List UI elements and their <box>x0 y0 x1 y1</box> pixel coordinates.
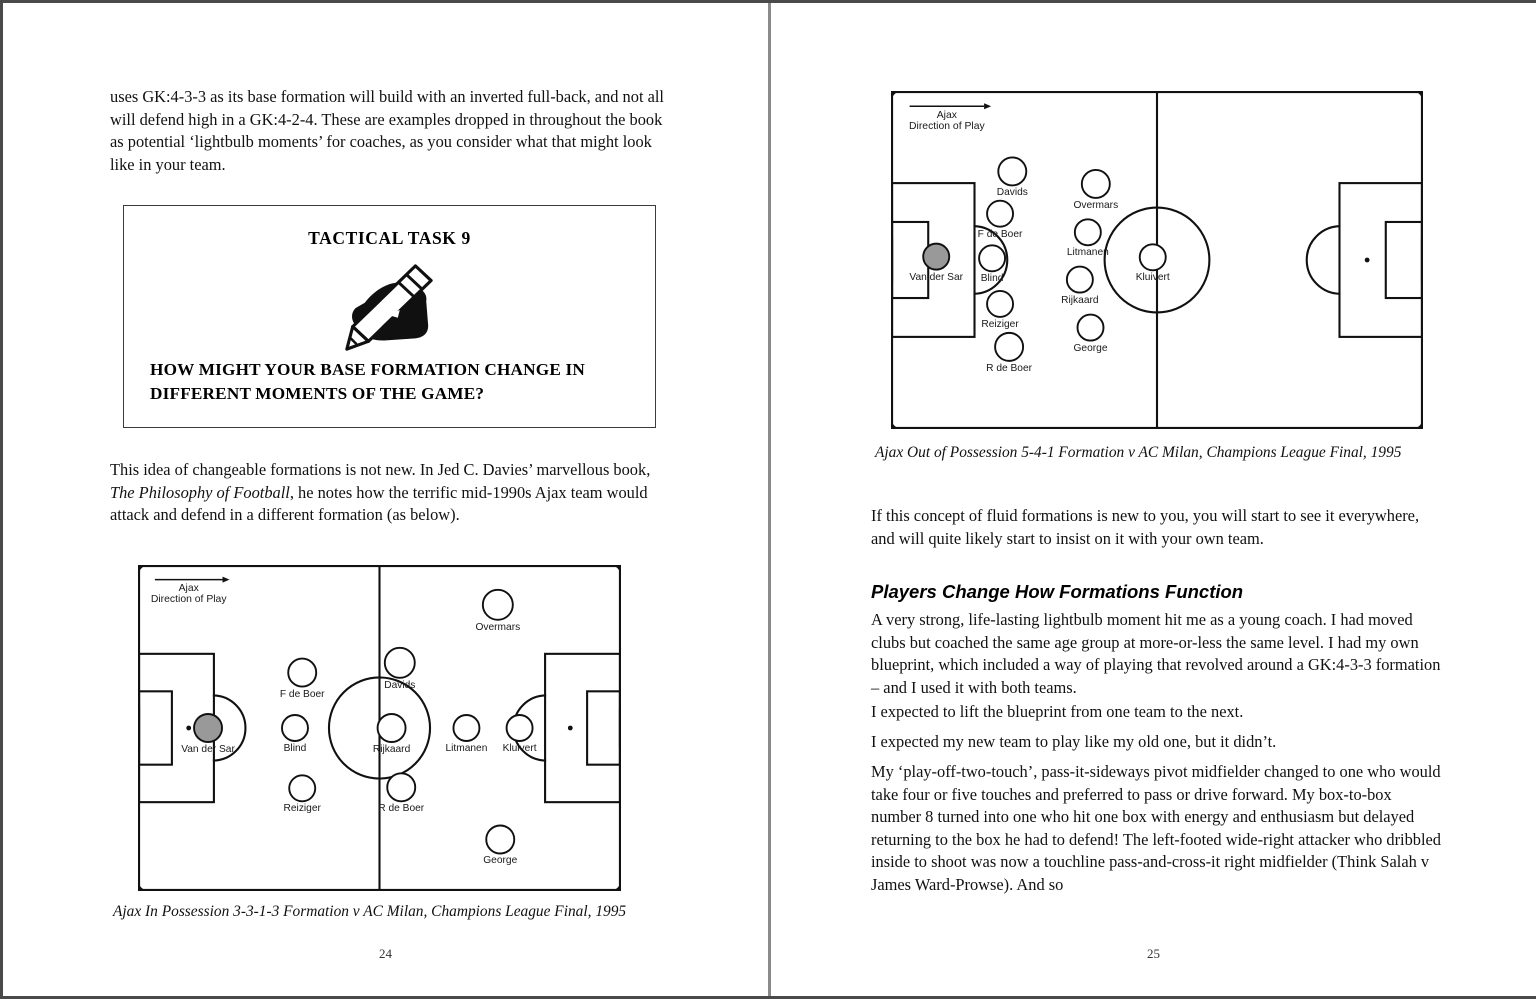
right-page <box>771 3 1536 996</box>
player-marker <box>387 773 415 801</box>
right-paragraph-1: If this concept of fluid formations is new to you, you will start to see it everywhere, and will quite likely start to insist on it with your own team. <box>871 506 1420 548</box>
player-name-label: Reiziger <box>283 803 321 815</box>
hand-holding-pencil-icon <box>328 259 448 357</box>
player-name-label: F de Boer <box>279 688 325 700</box>
player-marker <box>923 244 949 270</box>
left-figure-caption: Ajax In Possession 3-3-1-3 Formation v AC Milan, Champions League Final, 1995 <box>113 903 627 920</box>
right-page-number: 25 <box>1147 946 1160 961</box>
player-marker <box>987 201 1013 227</box>
player-name-label: Kluivert <box>502 743 537 754</box>
player-name-label: Overmars <box>1073 199 1119 211</box>
player-marker <box>995 333 1023 361</box>
left-page-number: 24 <box>379 946 392 961</box>
player-name-label: R de Boer <box>378 803 425 815</box>
player-marker <box>289 775 315 801</box>
player-name-label: Reiziger <box>981 318 1019 330</box>
player-marker <box>987 291 1013 317</box>
right-section-heading: Players Change How Formations Function <box>871 581 1244 602</box>
player-marker <box>486 825 514 853</box>
tactical-task-question: HOW MIGHT YOUR BASE FORMATION CHANGE IN DIFFERENT MOMENTS OF THE GAME? <box>150 360 585 403</box>
player-name-label: Overmars <box>475 621 521 633</box>
player-marker <box>507 715 533 741</box>
pitch-diagram-in-possession <box>138 565 621 891</box>
player-marker <box>288 659 316 687</box>
right-paragraph-2: A very strong, life-lasting lightbulb moment hit me as a young coach. I had moved clubs but coached the same age group at more-or-less the same level. I had my own blueprint, which included a way of playing that revolved around a GK:4-3-3 formation – and I used it with both teams. <box>871 610 1441 697</box>
direction-of-play-label <box>151 583 227 605</box>
player-name-label: Davids <box>996 187 1028 199</box>
right-paragraph-3: I expected to lift the blueprint from one team to the next. <box>871 702 1244 721</box>
player-marker <box>378 714 406 742</box>
direction-label-text: Direction of Play <box>909 120 985 132</box>
player-marker <box>385 648 415 678</box>
player-name-label: Litmanen <box>1066 247 1109 259</box>
player-name-label: Van der Sar <box>909 271 964 283</box>
left-intro-paragraph: uses GK:4-3-3 as its base formation will build with an inverted full-back, and not all will defend high in a GK:4-2-4. These are examples dropped in throughout the book as potential ‘lightbulb moments’ for coaches, as you consider what that might look like in your team. <box>110 87 664 174</box>
player-name-label: Blind <box>980 273 1004 285</box>
player-name-label: Van der Sar <box>181 744 235 755</box>
player-name-label: George <box>1073 342 1108 354</box>
player-marker <box>1067 267 1093 293</box>
player-marker <box>194 714 222 742</box>
right-paragraph-5: My ‘play-off-two-touch’, pass-it-sideways pivot midfielder changed to one who would take four or five touches and preferred to pass or drive forward. My box-to-box number 8 turned into one who hit one box with energy and enthusiasm but delayed returning to the box he had to defend! The left-footed wide-right attacker who dribbled inside to shoot was now a touchline pass-and-cross-it right midfielder (Think Salah v James Ward-Prowse). And so <box>871 762 1441 894</box>
book-title-italic: The Philosophy of Football <box>110 482 290 502</box>
player-marker <box>998 157 1026 185</box>
player-name-label: Rijkaard <box>372 744 411 755</box>
player-marker <box>453 715 479 741</box>
direction-label-text: Direction of Play <box>150 593 227 605</box>
player-marker <box>1078 315 1104 341</box>
player-marker <box>1082 170 1110 198</box>
left-mid-paragraph-part-b: , he notes how the terrific mid-1990s Ajax team would attack and defend in a different formation (as below). <box>110 482 648 525</box>
player-name-label: Litmanen <box>445 743 488 754</box>
direction-label-team: Ajax <box>178 582 199 594</box>
player-name-label: F de Boer <box>977 228 1023 240</box>
pitch-markings <box>138 565 621 891</box>
player-name-label: Kluivert <box>1135 272 1170 284</box>
player-name-label: George <box>483 855 518 867</box>
player-name-label: Blind <box>283 743 307 754</box>
right-figure-caption: Ajax Out of Possession 5-4-1 Formation v AC Milan, Champions League Final, 1995 <box>875 444 1402 461</box>
left-mid-paragraph-part-a: This idea of changeable formations is not new. In Jed C. Davies’ marvellous book, <box>110 460 651 479</box>
player-name-label: R de Boer <box>986 362 1033 374</box>
player-marker <box>483 590 513 620</box>
player-name-label: Davids <box>384 679 416 691</box>
left-page <box>3 3 768 996</box>
player-marker <box>282 715 308 741</box>
player-marker <box>979 245 1005 271</box>
pitch-diagram-out-of-possession <box>891 91 1423 429</box>
right-paragraph-4: I expected my new team to play like my old one, but it didn’t. <box>871 732 1277 751</box>
direction-of-play-label <box>909 110 985 132</box>
player-marker <box>1140 244 1166 270</box>
player-marker <box>1075 219 1101 245</box>
direction-label-team: Ajax <box>936 109 957 121</box>
player-name-label: Rijkaard <box>1061 294 1099 306</box>
tactical-task-title: TACTICAL TASK 9 <box>308 228 471 248</box>
pitch-markings <box>891 91 1423 429</box>
tactical-task-box <box>123 205 656 428</box>
left-mid-paragraph <box>110 459 666 527</box>
